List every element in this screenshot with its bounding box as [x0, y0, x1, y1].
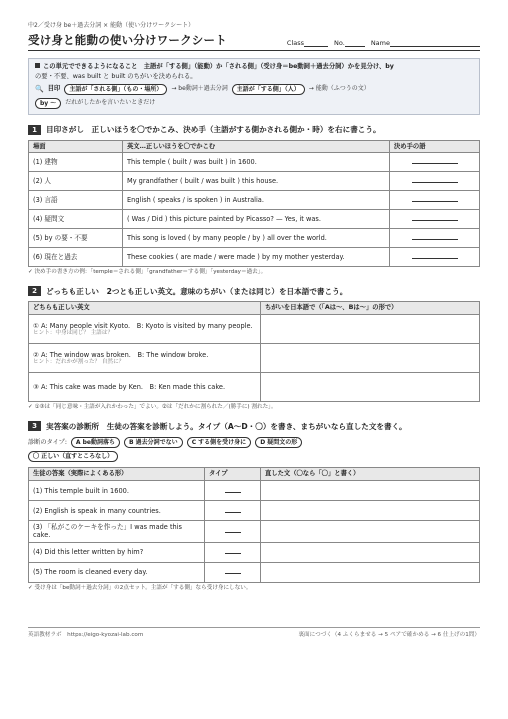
footer-right: 裏面につづく（4 ふくらませる → 5 ペアで確かめる → 6 仕上げの1問） — [298, 632, 480, 638]
name-field[interactable] — [390, 40, 480, 47]
s1-header-key: 決め手の語 — [390, 140, 480, 153]
by-row — [35, 98, 473, 109]
table-row — [29, 521, 480, 542]
arrow-passive: → be動詞＋過去分詞 — [171, 85, 228, 93]
answer-cell[interactable] — [390, 248, 480, 267]
student-info — [287, 39, 480, 47]
table-row — [29, 501, 480, 521]
table-row — [29, 153, 480, 172]
type-answer-cell[interactable] — [205, 542, 261, 562]
table-row — [29, 344, 480, 373]
pill-passive: 主語が「される側」（もの・場所） — [64, 84, 167, 95]
type-answer-cell[interactable] — [205, 521, 261, 542]
type-line — [225, 568, 241, 574]
goal-line-2: の要・不要、was built と built のちがいを決められる。 — [35, 72, 197, 80]
student-answer-cell: (2) English is speak in many countries. — [29, 501, 205, 521]
s2-header-sentences: どちらも正しい英文 — [29, 302, 261, 315]
s3-header-corrected: 直した文（〇なら「〇」と書く） — [261, 468, 480, 481]
pair-text: ① A: Many people visit Kyoto. B: Kyoto is visited by many people. — [33, 321, 253, 330]
legend-row — [35, 84, 473, 95]
diagnosis-types — [28, 437, 480, 448]
type-c-pill: C する側を受け身に — [187, 437, 252, 448]
section1-heading — [28, 125, 480, 135]
student-answer-cell: (3) 「私がこのケーキを作った」I was made this cake. — [29, 521, 205, 542]
section1-number: 1 — [28, 125, 41, 135]
no-label: No. — [334, 38, 345, 47]
student-answer-cell: (1) This temple built in 1600. — [29, 481, 205, 501]
scene-cell: (3) 言語 — [29, 191, 123, 210]
pill-active: 主語が「する側」（人） — [232, 84, 305, 95]
type-b-pill: B 過去分詞でない — [124, 437, 183, 448]
type-answer-cell[interactable] — [205, 501, 261, 521]
sentence-cell[interactable]: This temple ( built / was built ) in 1600. — [123, 153, 390, 172]
scene-cell: (4) 疑問文 — [29, 210, 123, 229]
corrected-answer-cell[interactable] — [261, 481, 480, 501]
legend-label: 目印 — [47, 85, 61, 93]
corrected-answer-cell[interactable] — [261, 542, 480, 562]
name-label: Name — [370, 38, 390, 47]
table-row — [29, 172, 480, 191]
table-row — [29, 210, 480, 229]
type-a-pill: A be動詞落ち — [71, 437, 120, 448]
top-line: 中2／受け身 be＋過去分詞 × 能動（使い分けワークシート） — [28, 22, 195, 29]
student-answer-cell: (4) Did this letter written by him? — [29, 542, 205, 562]
answer-cell[interactable] — [390, 172, 480, 191]
type-line — [225, 487, 241, 493]
table-row — [29, 562, 480, 582]
scene-cell: (5) by の要・不要 — [29, 229, 123, 248]
s2-header-difference: ちがいを日本語で（「Aは～、Bは～」の形で） — [261, 302, 480, 315]
pair-hint: ヒント：だれかが割った？ 自然に？ — [33, 358, 125, 365]
section3-number: 3 — [28, 421, 41, 431]
no-field[interactable] — [345, 40, 365, 47]
corrected-answer-cell[interactable] — [261, 521, 480, 542]
answer-line — [412, 196, 458, 202]
table-row — [29, 229, 480, 248]
section2-title: どっちも正しい 2つとも正しい英文。意味のちがい（または同じ）を日本語で書こう。 — [46, 286, 348, 296]
type-answer-cell[interactable] — [205, 481, 261, 501]
s1-header-sentence: 英文…正しいほうを〇でかこむ — [123, 140, 390, 153]
sentence-cell[interactable]: These cookies ( are made / were made ) by my mother yesterday. — [123, 248, 390, 267]
goal-line-1: この単元でできるようになること 主語が「する側」（能動）か「される側」（受け身＝be動詞＋過去分詞）かを見分け、by — [35, 63, 473, 71]
type-d-pill: D 疑問文の形 — [255, 437, 302, 448]
answer-cell[interactable] — [390, 229, 480, 248]
section1-table — [28, 140, 480, 268]
corrected-answer-cell[interactable] — [261, 562, 480, 582]
page-footer — [28, 627, 480, 639]
section2-note: ✓ ①③は「同じ意味・主語が入れかわった」でよい。②は「だれかに割られた／(勝手に) 割れた」。 — [28, 404, 277, 411]
answer-line — [412, 234, 458, 240]
section1-note: ✓ 決め手の書き方の例：「temple＝される側」「grandfather＝する側」「yesterday＝過去」。 — [28, 269, 267, 276]
goal-box — [28, 58, 480, 115]
difference-answer-cell[interactable] — [261, 373, 480, 402]
type-line — [225, 548, 241, 554]
difference-answer-cell[interactable] — [261, 344, 480, 373]
s3-header-answer: 生徒の答案（実際によくある形） — [29, 468, 205, 481]
pair-cell — [29, 373, 261, 402]
section2-heading — [28, 286, 480, 296]
type-answer-cell[interactable] — [205, 562, 261, 582]
type-line — [225, 507, 241, 513]
answer-line — [412, 158, 458, 164]
s3-header-type: タイプ — [205, 468, 261, 481]
scene-cell: (2) 人 — [29, 172, 123, 191]
class-field[interactable] — [304, 40, 328, 47]
table-row — [29, 315, 480, 344]
table-row — [29, 373, 480, 402]
answer-line — [412, 215, 458, 221]
sentence-cell[interactable]: This song is loved ( by many people / by ) all over the world. — [123, 229, 390, 248]
answer-line — [412, 177, 458, 183]
class-label: Class — [286, 38, 305, 47]
pair-text: ③ A: This cake was made by Ken. B: Ken made this cake. — [33, 383, 226, 392]
pair-cell — [29, 344, 261, 373]
diagnosis-types-row2 — [28, 451, 480, 462]
magnifier-icon: 🔍 — [35, 84, 44, 93]
title-row — [28, 33, 480, 51]
pair-hint: ヒント：中身は同じ？ 主語は？ — [33, 329, 114, 336]
s1-header-scene: 場面 — [29, 140, 123, 153]
square-bullet-icon — [35, 63, 40, 68]
section2-number: 2 — [28, 286, 41, 296]
scene-cell: (6) 現在と過去 — [29, 248, 123, 267]
table-row — [29, 542, 480, 562]
answer-cell[interactable] — [390, 210, 480, 229]
arrow-active: → 能動（ふつうの文） — [308, 85, 370, 93]
sentence-cell[interactable]: My grandfather ( built / was built ) this house. — [123, 172, 390, 191]
type-correct-pill: 〇 正しい（直すところなし） — [28, 451, 118, 462]
difference-answer-cell[interactable] — [261, 315, 480, 344]
section3-title: 実答案の診断所 生徒の答案を診断しよう。タイプ（A～D・〇）を書き、まちがいなら直した文を書く。 — [46, 421, 407, 431]
section3-note: ✓ 受け身は「be動詞＋過去分詞」の2点セット。主語が「する側」なら受け身にしない。 — [28, 584, 252, 591]
section3-heading — [28, 421, 480, 431]
answer-cell[interactable] — [390, 153, 480, 172]
types-label: 診断のタイプ: — [28, 438, 67, 446]
answer-line — [412, 253, 458, 259]
sentence-cell[interactable]: English ( speaks / is spoken ) in Australia. — [123, 191, 390, 210]
by-note: だれがしたかを言いたいときだけ — [65, 99, 156, 107]
section2-table — [28, 301, 480, 402]
scene-cell: (1) 建物 — [29, 153, 123, 172]
sentence-cell[interactable]: ( Was / Did ) this picture painted by Picasso? — Yes, it was. — [123, 210, 390, 229]
table-row — [29, 248, 480, 267]
pill-by: by ～ — [35, 98, 61, 109]
student-answer-cell: (5) The room is cleaned every day. — [29, 562, 205, 582]
type-line — [225, 527, 241, 533]
section1-title: 目印さがし 正しいほうを〇でかこみ、決め手（主語がする側かされる側か・時）を右に書こう。 — [46, 124, 381, 134]
section3-table — [28, 467, 480, 582]
pair-text: ② A: The window was broken. B: The window broke. — [33, 350, 209, 359]
table-row — [29, 481, 480, 501]
footer-left: 英語教材ラボ https://eigo-kyozai-lab.com — [28, 632, 144, 638]
table-row — [29, 191, 480, 210]
answer-cell[interactable] — [390, 191, 480, 210]
pair-cell — [29, 315, 261, 344]
page-title: 受け身と能動の使い分けワークシート — [28, 32, 227, 47]
corrected-answer-cell[interactable] — [261, 501, 480, 521]
